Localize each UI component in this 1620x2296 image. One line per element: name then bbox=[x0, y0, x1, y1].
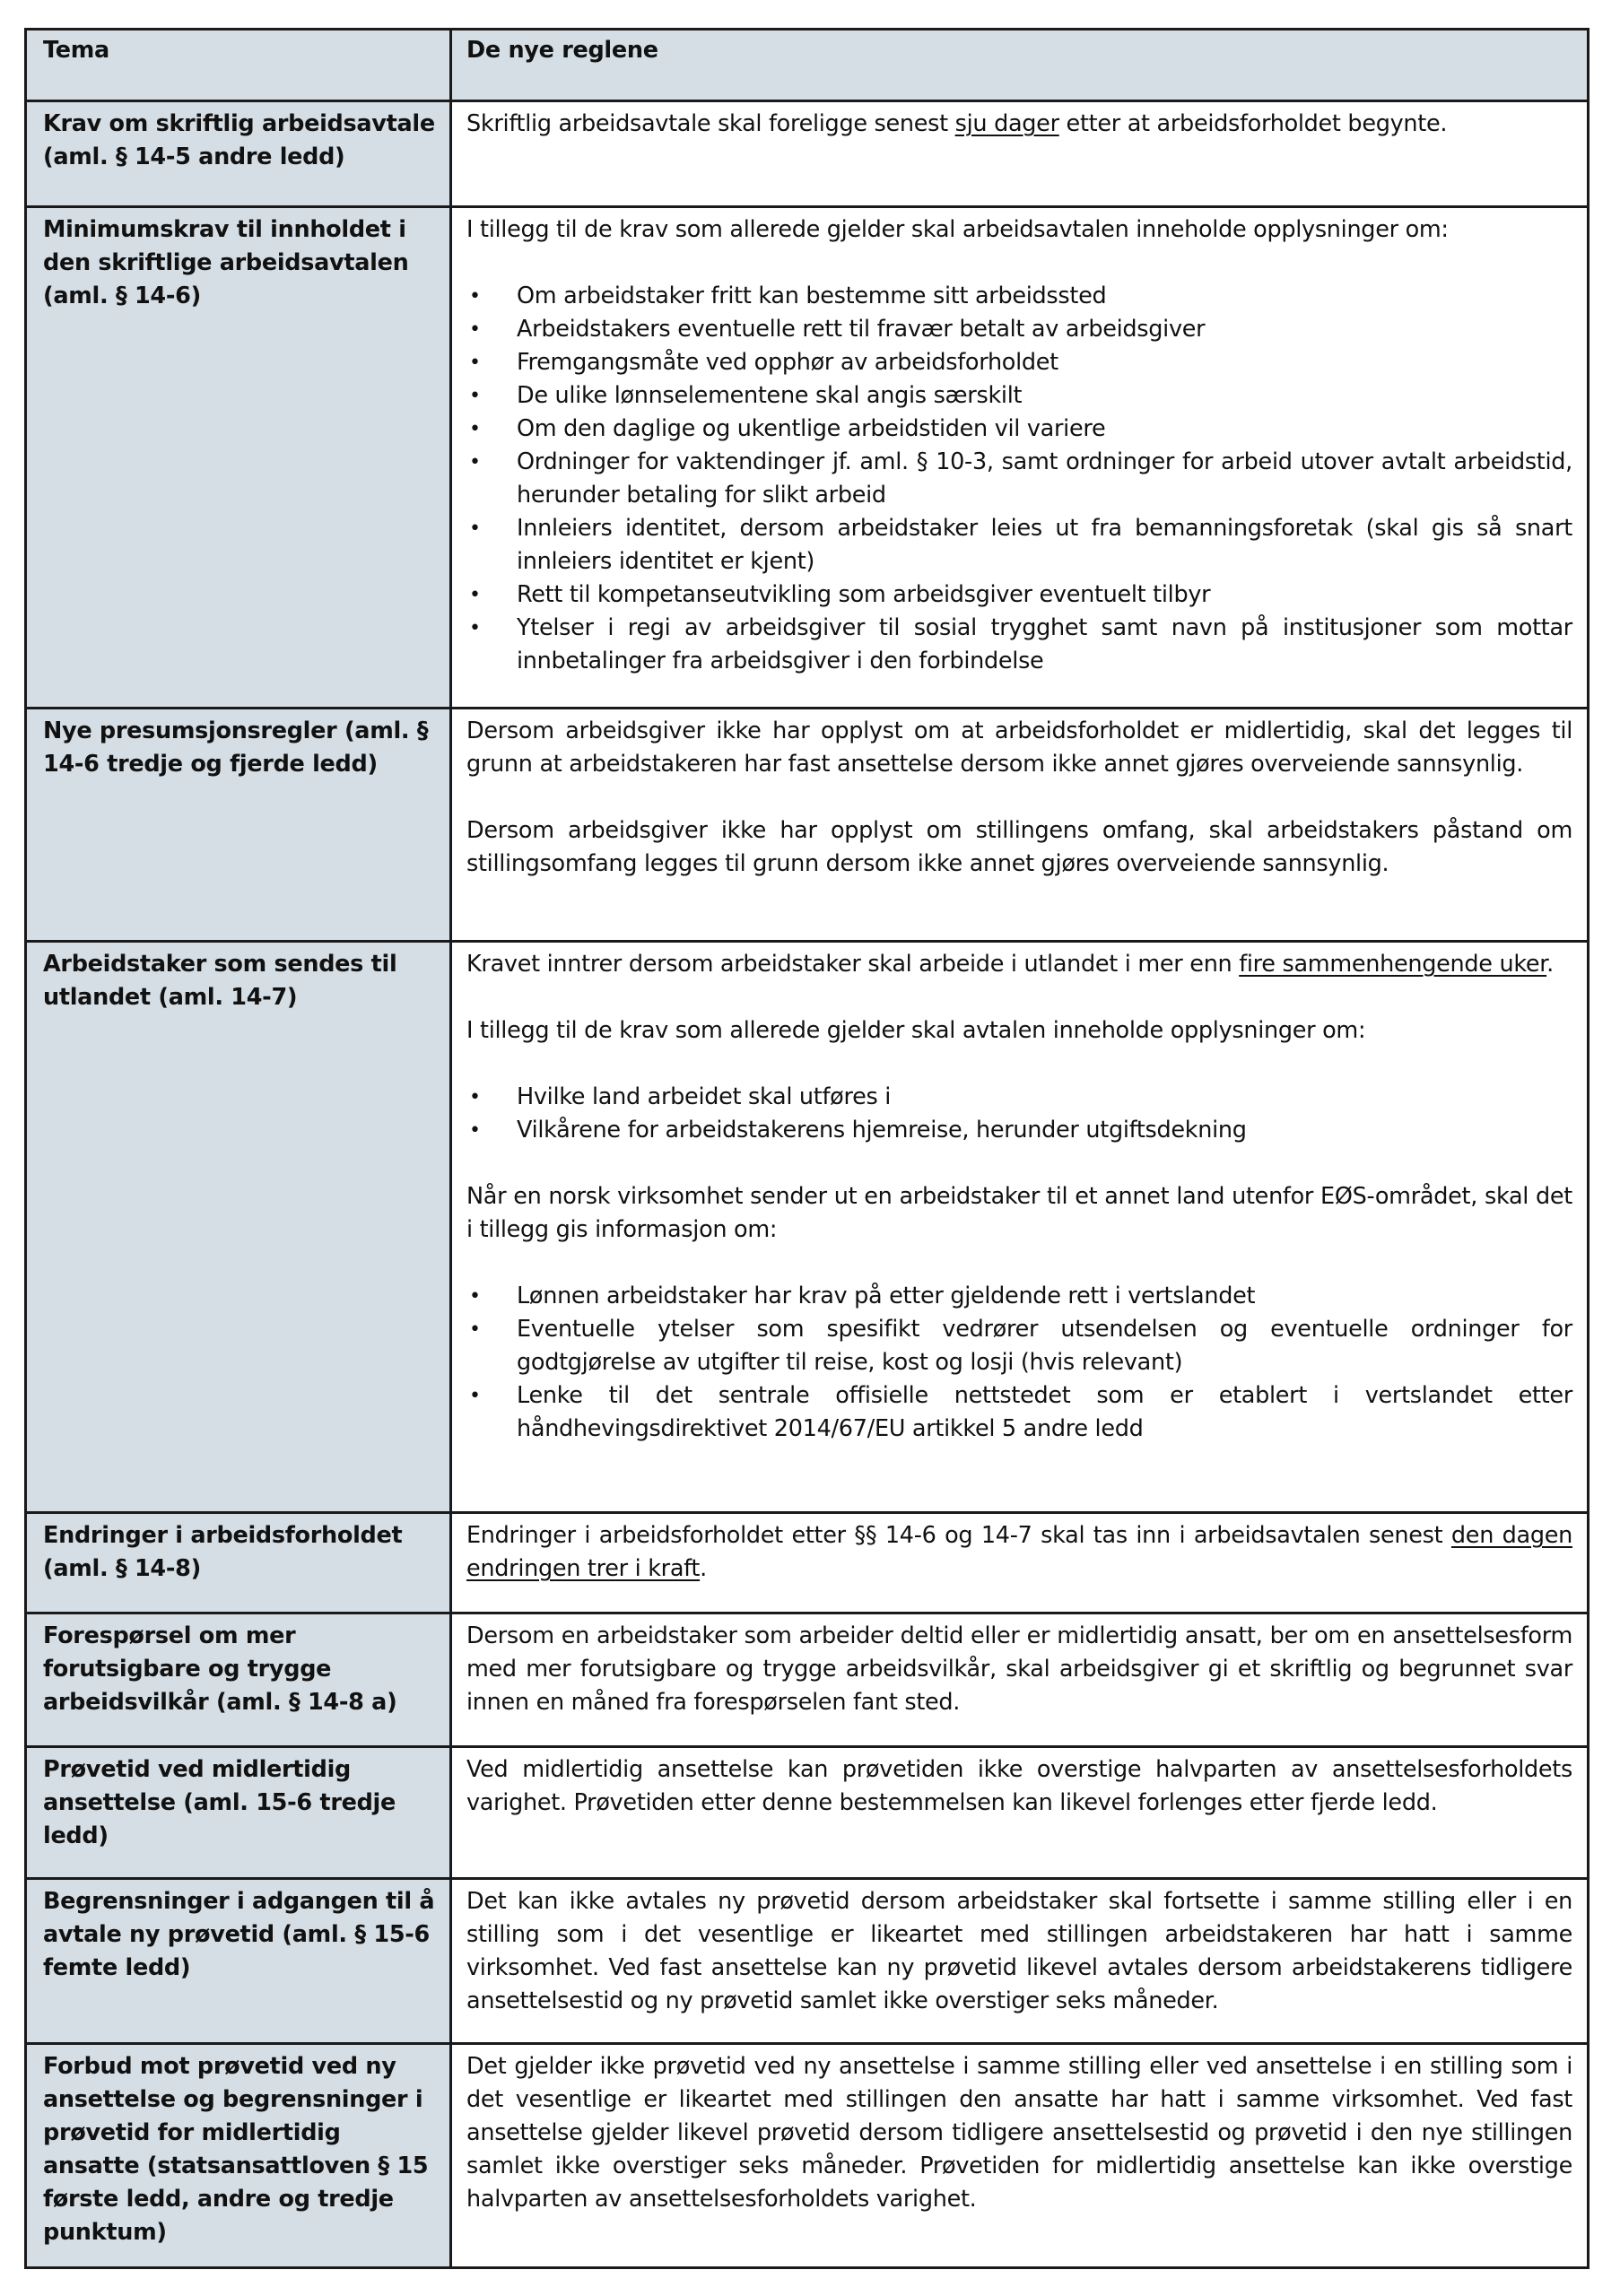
list-item-text: Lenke til det sentrale offisielle nettstedet som er etablert i vertslandet etter håndhevingsdirektivet 2014/67/EU artikkel 5 andre ledd bbox=[517, 1382, 1572, 1442]
list-item bbox=[466, 346, 1572, 379]
bullet-icon: • bbox=[469, 1318, 481, 1341]
rule-cell bbox=[452, 102, 1587, 205]
bullet-list bbox=[466, 1081, 1572, 1147]
bullet-icon: • bbox=[469, 1086, 481, 1109]
topic-cell: Forbud mot prøvetid ved ny ansettelse og begrensninger i prøvetid for midlertidig ansatte (statsansattloven § 15 første ledd, andre og tredje punktum) bbox=[27, 2045, 452, 2266]
rule-paragraph bbox=[466, 948, 1572, 981]
bullet-icon: • bbox=[469, 451, 481, 474]
list-item-text: Fremgangsmåte ved opphør av arbeidsforholdet bbox=[517, 349, 1058, 376]
topic-cell: Prøvetid ved midlertidig ansettelse (aml. 15-6 tredje ledd) bbox=[27, 1748, 452, 1877]
emphasis-underline: fire sammenhengende uker bbox=[1239, 951, 1547, 978]
rule-cell bbox=[452, 1748, 1587, 1877]
bullet-list bbox=[466, 1280, 1572, 1446]
text: Kravet inntrer dersom arbeidstaker skal arbeide i utlandet i mer enn bbox=[466, 951, 1240, 978]
list-item bbox=[466, 1379, 1572, 1446]
topic-cell: Minimumskrav til innholdet i den skriftlige arbeidsavtalen (aml. § 14-6) bbox=[27, 208, 452, 707]
list-item-text: Arbeidstakers eventuelle rett til fravær betalt av arbeidsgiver bbox=[517, 316, 1206, 343]
bullet-icon: • bbox=[469, 1285, 481, 1308]
bullet-icon: • bbox=[469, 1385, 481, 1407]
bullet-icon: • bbox=[469, 517, 481, 540]
table-row bbox=[27, 205, 1587, 707]
topic-cell: Begrensninger i adgangen til å avtale ny prøvetid (aml. § 15-6 femte ledd) bbox=[27, 1880, 452, 2042]
emphasis-underline: den dagen endringen trer i kraft bbox=[466, 1522, 1572, 1582]
rule-cell bbox=[452, 943, 1587, 1511]
topic-cell: Arbeidstaker som sendes til utlandet (aml. 14-7) bbox=[27, 943, 452, 1511]
text: . bbox=[1546, 951, 1554, 978]
rule-cell bbox=[452, 1614, 1587, 1745]
list-item-text: De ulike lønnselementene skal angis særskilt bbox=[517, 382, 1023, 409]
list-item bbox=[466, 612, 1572, 678]
table-row bbox=[27, 1612, 1587, 1745]
list-item-text: Vilkårene for arbeidstakerens hjemreise, herunder utgiftsdekning bbox=[517, 1117, 1247, 1144]
text: . bbox=[700, 1555, 707, 1582]
table-row bbox=[27, 707, 1587, 940]
list-item bbox=[466, 1114, 1572, 1147]
table-row bbox=[27, 940, 1587, 1511]
list-item bbox=[466, 313, 1572, 346]
text: Endringer i arbeidsforholdet etter §§ 14-6 og 14-7 skal tas inn i arbeidsavtalen senest bbox=[466, 1522, 1451, 1549]
table-header-row bbox=[27, 30, 1587, 100]
rule-paragraph: Ved midlertidig ansettelse kan prøvetiden ikke overstige halvparten av ansettelsesforholdets varighet. Prøvetiden etter denne bestemmelsen kan likevel forlenges etter fjerde ledd. bbox=[466, 1756, 1572, 1816]
header-tema: Tema bbox=[27, 30, 452, 100]
bullet-icon: • bbox=[469, 418, 481, 440]
bullet-icon: • bbox=[469, 617, 481, 639]
rule-intro: I tillegg til de krav som allerede gjelder skal arbeidsavtalen inneholde opplysninger om: bbox=[466, 216, 1449, 243]
rule-paragraph: I tillegg til de krav som allerede gjelder skal avtalen inneholde opplysninger om: bbox=[466, 1017, 1366, 1044]
rule-paragraph: Dersom en arbeidstaker som arbeider deltid eller er midlertidig ansatt, ber om en ansettelsesform med mer forutsigbare og trygge arbeidsvilkår, skal arbeidsgiver gi et skriftlig og begrunnet svar innen en måned fra forespørselen fant sted. bbox=[466, 1622, 1572, 1716]
table-row bbox=[27, 100, 1587, 205]
emphasis-underline: sju dager bbox=[954, 110, 1059, 137]
list-item-text: Om den daglige og ukentlige arbeidstiden vil variere bbox=[517, 415, 1106, 442]
list-item-text: Lønnen arbeidstaker har krav på etter gjeldende rett i vertslandet bbox=[517, 1283, 1256, 1309]
rule-cell bbox=[452, 2045, 1587, 2266]
rule-paragraph bbox=[466, 108, 1572, 141]
table-row bbox=[27, 1511, 1587, 1612]
list-item bbox=[466, 379, 1572, 413]
rule-paragraph: Dersom arbeidsgiver ikke har opplyst om stillingens omfang, skal arbeidstakers påstand om stillingsomfang legges til grunn dersom ikke annet gjøres overveiende sannsynlig. bbox=[466, 817, 1572, 877]
list-item-text: Hvilke land arbeidet skal utføres i bbox=[517, 1083, 892, 1110]
list-item bbox=[466, 280, 1572, 313]
list-item bbox=[466, 578, 1572, 612]
list-item bbox=[466, 1313, 1572, 1379]
table-row bbox=[27, 1877, 1587, 2042]
list-item bbox=[466, 1280, 1572, 1313]
text: etter at arbeidsforholdet begynte. bbox=[1058, 110, 1448, 137]
rule-cell bbox=[452, 709, 1587, 940]
list-item-text: Ordninger for vaktendinger jf. aml. § 10-3, samt ordninger for arbeid utover avtalt arbeidstid, herunder betaling for slikt arbeid bbox=[517, 448, 1572, 509]
bullet-icon: • bbox=[469, 352, 481, 374]
bullet-list bbox=[466, 280, 1572, 678]
bullet-icon: • bbox=[469, 584, 481, 606]
list-item bbox=[466, 512, 1572, 578]
bullet-icon: • bbox=[469, 285, 481, 308]
list-item-text: Rett til kompetanseutvikling som arbeidsgiver eventuelt tilbyr bbox=[517, 581, 1211, 608]
rule-paragraph: Når en norsk virksomhet sender ut en arbeidstaker til et annet land utenfor EØS-området, skal det i tillegg gis informasjon om: bbox=[466, 1183, 1572, 1243]
list-item bbox=[466, 1081, 1572, 1114]
topic-cell: Nye presumsjonsregler (aml. § 14-6 tredje og fjerde ledd) bbox=[27, 709, 452, 940]
rule-paragraph: Dersom arbeidsgiver ikke har opplyst om at arbeidsforholdet er midlertidig, skal det legges til grunn at arbeidstakeren har fast ansettelse dersom ikke annet gjøres overveiende sannsynlig. bbox=[466, 718, 1572, 778]
topic-cell: Endringer i arbeidsforholdet (aml. § 14-8) bbox=[27, 1514, 452, 1612]
rule-paragraph bbox=[466, 1519, 1572, 1586]
list-item bbox=[466, 446, 1572, 512]
list-item-text: Om arbeidstaker fritt kan bestemme sitt arbeidssted bbox=[517, 283, 1107, 309]
rule-paragraph: Det gjelder ikke prøvetid ved ny ansettelse i samme stilling eller ved ansettelse i en stilling som i det vesentlige er likeartet med stillingen den ansatte har hatt i samme virksomhet. Ved fast ansettelse gjelder likevel prøvetid dersom tidligere ansettelsestid og prøvetid i den nye stillingen samlet ikke overstiger seks måneder. Prøvetiden for midlertidig ansettelse kan ikke overstige halvparten av ansettelsesforholdets varighet. bbox=[466, 2053, 1572, 2213]
table-row bbox=[27, 2042, 1587, 2266]
rule-paragraph: Det kan ikke avtales ny prøvetid dersom arbeidstaker skal fortsette i samme stilling eller i en stilling som i det vesentlige er likeartet med stillingen arbeidstakeren har hatt i samme virksomhet. Ved fast ansettelse kan ny prøvetid likevel avtales dersom arbeidstakerens tidligere ansettelsestid og ny prøvetid samlet ikke overstiger seks måneder. bbox=[466, 1888, 1572, 2014]
topic-cell: Forespørsel om mer forutsigbare og trygge arbeidsvilkår (aml. § 14-8 a) bbox=[27, 1614, 452, 1745]
rule-cell bbox=[452, 1880, 1587, 2042]
text: Skriftlig arbeidsavtale skal foreligge senest bbox=[466, 110, 955, 137]
rules-table bbox=[24, 28, 1590, 2269]
list-item-text: Ytelser i regi av arbeidsgiver til sosial trygghet samt navn på institusjoner som mottar innbetalinger fra arbeidsgiver i den forbindelse bbox=[517, 614, 1572, 674]
rule-cell bbox=[452, 1514, 1587, 1612]
rule-cell bbox=[452, 208, 1587, 707]
bullet-icon: • bbox=[469, 385, 481, 407]
bullet-icon: • bbox=[469, 318, 481, 341]
list-item-text: Eventuelle ytelser som spesifikt vedrører utsendelsen og eventuelle ordninger for godtgjørelse av utgifter til reise, kost og losji (hvis relevant) bbox=[517, 1316, 1572, 1376]
list-item bbox=[466, 413, 1572, 446]
list-item-text: Innleiers identitet, dersom arbeidstaker leies ut fra bemanningsforetak (skal gis så snart innleiers identitet er kjent) bbox=[517, 515, 1572, 575]
bullet-icon: • bbox=[469, 1119, 481, 1142]
topic-cell: Krav om skriftlig arbeidsavtale (aml. § 14-5 andre ledd) bbox=[27, 102, 452, 205]
table-row bbox=[27, 1745, 1587, 1877]
header-nye-regler: De nye reglene bbox=[452, 30, 1587, 100]
